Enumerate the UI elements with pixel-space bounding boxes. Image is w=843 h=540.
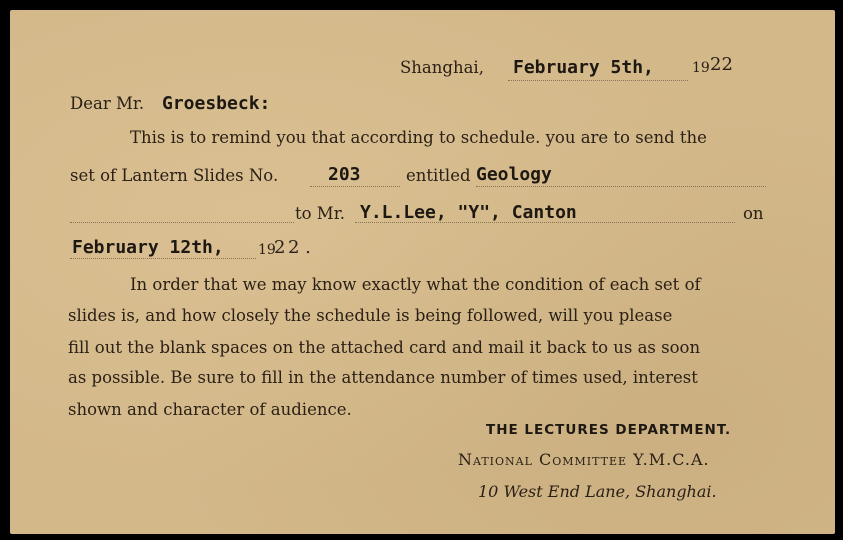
due-year-prefix: 19	[258, 242, 276, 258]
postcard	[10, 10, 835, 534]
due-date: February 12th,	[72, 237, 224, 258]
on-label: on	[743, 204, 764, 223]
due-end: 2 .	[288, 237, 311, 258]
recipient: Y.L.Lee, "Y", Canton	[360, 202, 577, 223]
date-dotted-line	[508, 80, 688, 81]
typed-date: February 5th,	[513, 57, 654, 78]
to-mr-label: to Mr.	[295, 204, 346, 223]
body-line-1: This is to remind you that according to schedule. you are to send the	[130, 128, 707, 147]
title-dotted-line	[476, 186, 766, 187]
year-prefix: 19	[692, 60, 710, 76]
salutation-prefix: Dear Mr.	[70, 94, 145, 113]
year-suffix: 22	[710, 54, 733, 75]
para2-line-1: In order that we may know exactly what the condition of each set of	[130, 275, 701, 294]
slide-number: 203	[328, 164, 361, 185]
para2-line-5: shown and character of audience.	[68, 400, 352, 419]
due-year-suffix: 2	[274, 237, 286, 258]
body-line-2-prefix: set of Lantern Slides No.	[70, 166, 279, 185]
para2-line-3: fill out the blank spaces on the attached card and mail it back to us as soon	[68, 338, 701, 357]
place: Shanghai,	[400, 58, 484, 77]
salutation-name: Groesbeck:	[162, 93, 271, 114]
address: 10 West End Lane, Shanghai.	[478, 482, 717, 501]
recipient-dotted-line	[355, 222, 735, 223]
entitled-label: entitled	[406, 166, 471, 185]
committee-name: National Committee Y.M.C.A.	[458, 450, 710, 469]
department-heading: THE LECTURES DEPARTMENT.	[486, 422, 732, 438]
para2-line-2: slides is, and how closely the schedule is being followed, will you please	[68, 306, 673, 325]
due-date-dotted-line	[70, 258, 256, 259]
pre-recipient-dotted-line	[70, 222, 294, 223]
para2-line-4: as possible. Be sure to fill in the attendance number of times used, interest	[68, 368, 698, 387]
slide-title: Geology	[476, 164, 552, 185]
slide-number-dotted-line	[310, 186, 400, 187]
